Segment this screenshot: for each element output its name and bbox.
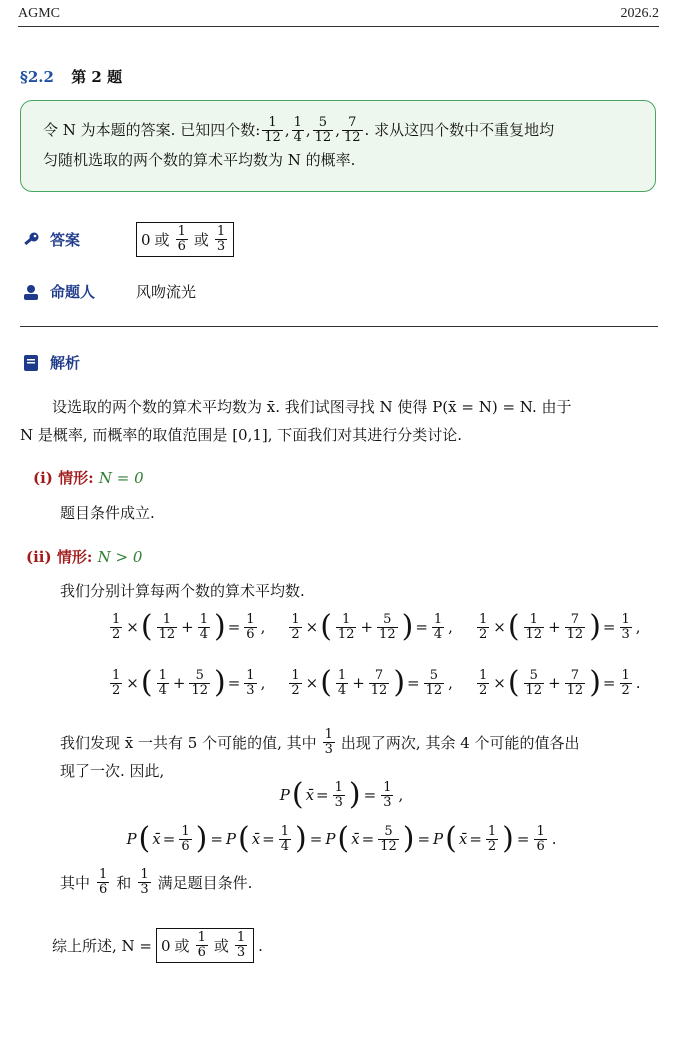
prob-value-frac: $\frac{1}{3}$ bbox=[383, 779, 392, 810]
conclusion-line: 综上所述, N = 0 或 $\frac{1}{6}$ 或 $\frac{1}{3}$ . bbox=[52, 928, 683, 963]
addend-frac: $\frac{1}{12}$ bbox=[337, 611, 355, 642]
header-right: 2026.2 bbox=[620, 6, 659, 21]
concl-frac-2: $\frac{1}{3}$ bbox=[236, 930, 246, 960]
answer-row bbox=[22, 222, 234, 257]
prob-arg-frac: $\frac{1}{3}$ bbox=[334, 779, 343, 810]
author-label: 命题人 bbox=[50, 283, 96, 301]
problem-fractions: $\frac{1}{12}$ , $\frac{1}{4}$ , $\frac{5}{12}$ , $\frac{7}{12}$ bbox=[264, 114, 361, 145]
addend-frac: $\frac{1}{4}$ bbox=[337, 667, 347, 698]
concl-frac-1: $\frac{1}{6}$ bbox=[197, 930, 206, 960]
problem-text-a: 令 N 为本题的答案. 已知四个数: bbox=[43, 121, 261, 139]
addend-frac: $\frac{5}{12}$ bbox=[525, 667, 543, 698]
answer-zero: 0 bbox=[141, 230, 151, 249]
means-row-2: $\frac{1}{2}$ × ( $\frac{1}{4}$ + $\frac{5}{12}$ ) = $\frac{1}{3}$ , $\frac{1}{2}$ × ( $\frac{1}{4}$ + $\frac{7}{12}$ ) = $\frac{5}{12}$ , $\frac{1}{2}$ × ( $\frac{5}{12}$ + $\frac{7}{12}$ ) = $\frac{1}{2}$ . bbox=[108, 668, 641, 698]
problem-line-1 bbox=[43, 115, 633, 145]
concl-or-1: 或 bbox=[174, 936, 190, 955]
case-1-condition: N = 0 bbox=[98, 469, 144, 487]
addend-frac: $\frac{1}{4}$ bbox=[199, 611, 208, 642]
case-2-heading bbox=[26, 546, 142, 567]
prob-term: P ( x̄ = $\frac{1}{4}$ ) bbox=[225, 821, 307, 856]
section-heading bbox=[20, 66, 122, 87]
found-text-a: 我们发现 x̄ 一共有 5 个可能的值, 其中 bbox=[60, 733, 317, 752]
half-frac: $\frac{1}{2}$ bbox=[478, 667, 488, 698]
running-header bbox=[18, 6, 659, 27]
prob-term: P ( x̄ = $\frac{1}{3}$ ) bbox=[279, 777, 361, 812]
prob-others-equation: P ( x̄ = $\frac{1}{6}$ ) = P ( x̄ = $\frac{1}{4}$ ) = P ( x̄ = $\frac{5}{12}$ ) = P ( x̄ = $\frac{1}{2}$ ) = $\frac{1}{6}$ . bbox=[126, 821, 557, 856]
problem-text-c: 匀随机选取的两个数的算术平均数为 N 的概率. bbox=[43, 151, 356, 169]
problem-box bbox=[20, 100, 656, 192]
addend-frac: $\frac{5}{12}$ bbox=[191, 667, 208, 698]
half-frac: $\frac{1}{2}$ bbox=[112, 611, 121, 642]
case-2-text: 我们分别计算每两个数的算术平均数. bbox=[60, 582, 305, 600]
satisfy-text-b: 满足题目条件. bbox=[157, 873, 253, 892]
case-1-label: (i) 情形: bbox=[33, 469, 94, 487]
problem-frac-3: $\frac{5}{12}$ bbox=[314, 114, 332, 145]
prob-arg-frac: $\frac{5}{12}$ bbox=[380, 823, 397, 854]
section-title: 第 2 题 bbox=[71, 68, 123, 86]
author-row bbox=[22, 281, 196, 302]
mean-expression-2: $\frac{1}{2}$ × ( $\frac{1}{12}$ + $\frac{5}{12}$ ) = $\frac{1}{4}$ bbox=[291, 609, 443, 644]
half-frac: $\frac{1}{2}$ bbox=[291, 611, 300, 642]
mean-result-frac: $\frac{1}{6}$ bbox=[246, 611, 255, 642]
section-number: §2.2 bbox=[20, 68, 54, 86]
addend-frac: $\frac{7}{12}$ bbox=[566, 667, 584, 698]
conclusion-text: 综上所述, N = bbox=[52, 936, 152, 955]
problem-frac-2: $\frac{1}{4}$ bbox=[293, 114, 302, 145]
mean-expression-1: $\frac{1}{2}$ × ( $\frac{1}{12}$ + $\frac{1}{4}$ ) = $\frac{1}{6}$ bbox=[112, 609, 255, 644]
concl-or-2: 或 bbox=[213, 936, 229, 955]
found-frac: $\frac{1}{3}$ bbox=[324, 727, 333, 757]
satisfy-frac-2: $\frac{1}{3}$ bbox=[140, 867, 149, 897]
solution-heading bbox=[22, 352, 80, 373]
intro-line-2: N 是概率, 而概率的取值范围是 [0,1], 下面我们对其进行分类讨论. bbox=[20, 426, 463, 444]
prob-arg-frac: $\frac{1}{2}$ bbox=[487, 823, 497, 854]
key-icon bbox=[22, 231, 40, 249]
mean-result-frac: $\frac{1}{3}$ bbox=[246, 667, 255, 698]
half-frac: $\frac{1}{2}$ bbox=[478, 611, 488, 642]
addend-frac: $\frac{1}{4}$ bbox=[158, 667, 167, 698]
answer-box bbox=[136, 222, 234, 257]
problem-text-b: . 求从这四个数中不重复地均 bbox=[364, 121, 555, 139]
case-1-heading bbox=[33, 467, 144, 488]
prob-value-frac: $\frac{1}{6}$ bbox=[536, 823, 545, 854]
mean-expression-5: $\frac{1}{2}$ × ( $\frac{1}{4}$ + $\frac{7}{12}$ ) = $\frac{5}{12}$ bbox=[291, 665, 443, 700]
answer-or-2: 或 bbox=[193, 231, 209, 249]
found-text-b: 出现了两次, 其余 4 个可能的值各出 bbox=[340, 733, 580, 752]
satisfy-and: 和 bbox=[116, 873, 132, 892]
half-frac: $\frac{1}{2}$ bbox=[291, 667, 300, 698]
book-icon bbox=[22, 354, 40, 372]
prob-term: P ( x̄ = $\frac{1}{2}$ ) bbox=[433, 821, 514, 856]
header-left: AGMC bbox=[18, 6, 61, 21]
mean-result-frac: $\frac{1}{2}$ bbox=[621, 667, 630, 698]
found-line-2: 现了一次. 因此, bbox=[60, 762, 165, 780]
conclusion-box bbox=[156, 928, 254, 963]
half-frac: $\frac{1}{2}$ bbox=[112, 667, 121, 698]
case-2-condition: N > 0 bbox=[97, 548, 143, 566]
prob-arg-frac: $\frac{1}{4}$ bbox=[280, 823, 290, 854]
concl-zero: 0 bbox=[161, 936, 171, 955]
mean-expression-6: $\frac{1}{2}$ × ( $\frac{5}{12}$ + $\frac{7}{12}$ ) = $\frac{1}{2}$ bbox=[478, 665, 630, 700]
mean-result-frac: $\frac{1}{4}$ bbox=[433, 611, 443, 642]
prob-term: P ( x̄ = $\frac{1}{6}$ ) bbox=[126, 821, 208, 856]
prob-arg-frac: $\frac{1}{6}$ bbox=[181, 823, 190, 854]
teacher-icon bbox=[22, 283, 40, 301]
means-row-1: $\frac{1}{2}$ × ( $\frac{1}{12}$ + $\frac{1}{4}$ ) = $\frac{1}{6}$ , $\frac{1}{2}$ × ( $\frac{1}{12}$ + $\frac{5}{12}$ ) = $\frac{1}{4}$ , $\frac{1}{2}$ × ( $\frac{1}{12}$ + $\frac{7}{12}$ ) = $\frac{1}{3}$ , bbox=[108, 612, 641, 642]
prob-third-equation: P ( x̄ = $\frac{1}{3}$ ) = $\frac{1}{3}$ , bbox=[279, 777, 404, 812]
mean-expression-3: $\frac{1}{2}$ × ( $\frac{1}{12}$ + $\frac{7}{12}$ ) = $\frac{1}{3}$ bbox=[478, 609, 630, 644]
case-1-text: 题目条件成立. bbox=[60, 504, 155, 522]
problem-frac-4: $\frac{7}{12}$ bbox=[343, 114, 361, 145]
addend-frac: $\frac{1}{12}$ bbox=[525, 611, 543, 642]
found-line-1 bbox=[60, 728, 683, 757]
satisfy-frac-1: $\frac{1}{6}$ bbox=[99, 867, 108, 897]
addend-frac: $\frac{5}{12}$ bbox=[379, 611, 396, 642]
mean-result-frac: $\frac{5}{12}$ bbox=[425, 667, 443, 698]
addend-frac: $\frac{7}{12}$ bbox=[370, 667, 388, 698]
case-2-label: (ii) 情形: bbox=[26, 548, 93, 566]
problem-frac-1: $\frac{1}{12}$ bbox=[264, 114, 281, 145]
mean-expression-4: $\frac{1}{2}$ × ( $\frac{1}{4}$ + $\frac{5}{12}$ ) = $\frac{1}{3}$ bbox=[112, 665, 255, 700]
intro-line-1: 设选取的两个数的算术平均数为 x̄. 我们试图寻找 N 使得 P(x̄ = N) = N. 由于 bbox=[52, 398, 572, 416]
answer-frac-1: $\frac{1}{6}$ bbox=[177, 224, 186, 254]
mean-result-frac: $\frac{1}{3}$ bbox=[621, 611, 630, 642]
addend-frac: $\frac{1}{12}$ bbox=[158, 611, 176, 642]
answer-frac-2: $\frac{1}{3}$ bbox=[216, 224, 226, 254]
answer-label: 答案 bbox=[50, 231, 81, 249]
solution-title: 解析 bbox=[50, 354, 81, 372]
addend-frac: $\frac{7}{12}$ bbox=[566, 611, 584, 642]
author-name: 风吻流光 bbox=[136, 283, 197, 301]
satisfy-text-a: 其中 bbox=[60, 873, 91, 892]
satisfy-line bbox=[60, 868, 683, 897]
prob-term: P ( x̄ = $\frac{5}{12}$ ) bbox=[325, 821, 415, 856]
divider bbox=[20, 326, 658, 327]
answer-or-1: 或 bbox=[154, 231, 170, 249]
